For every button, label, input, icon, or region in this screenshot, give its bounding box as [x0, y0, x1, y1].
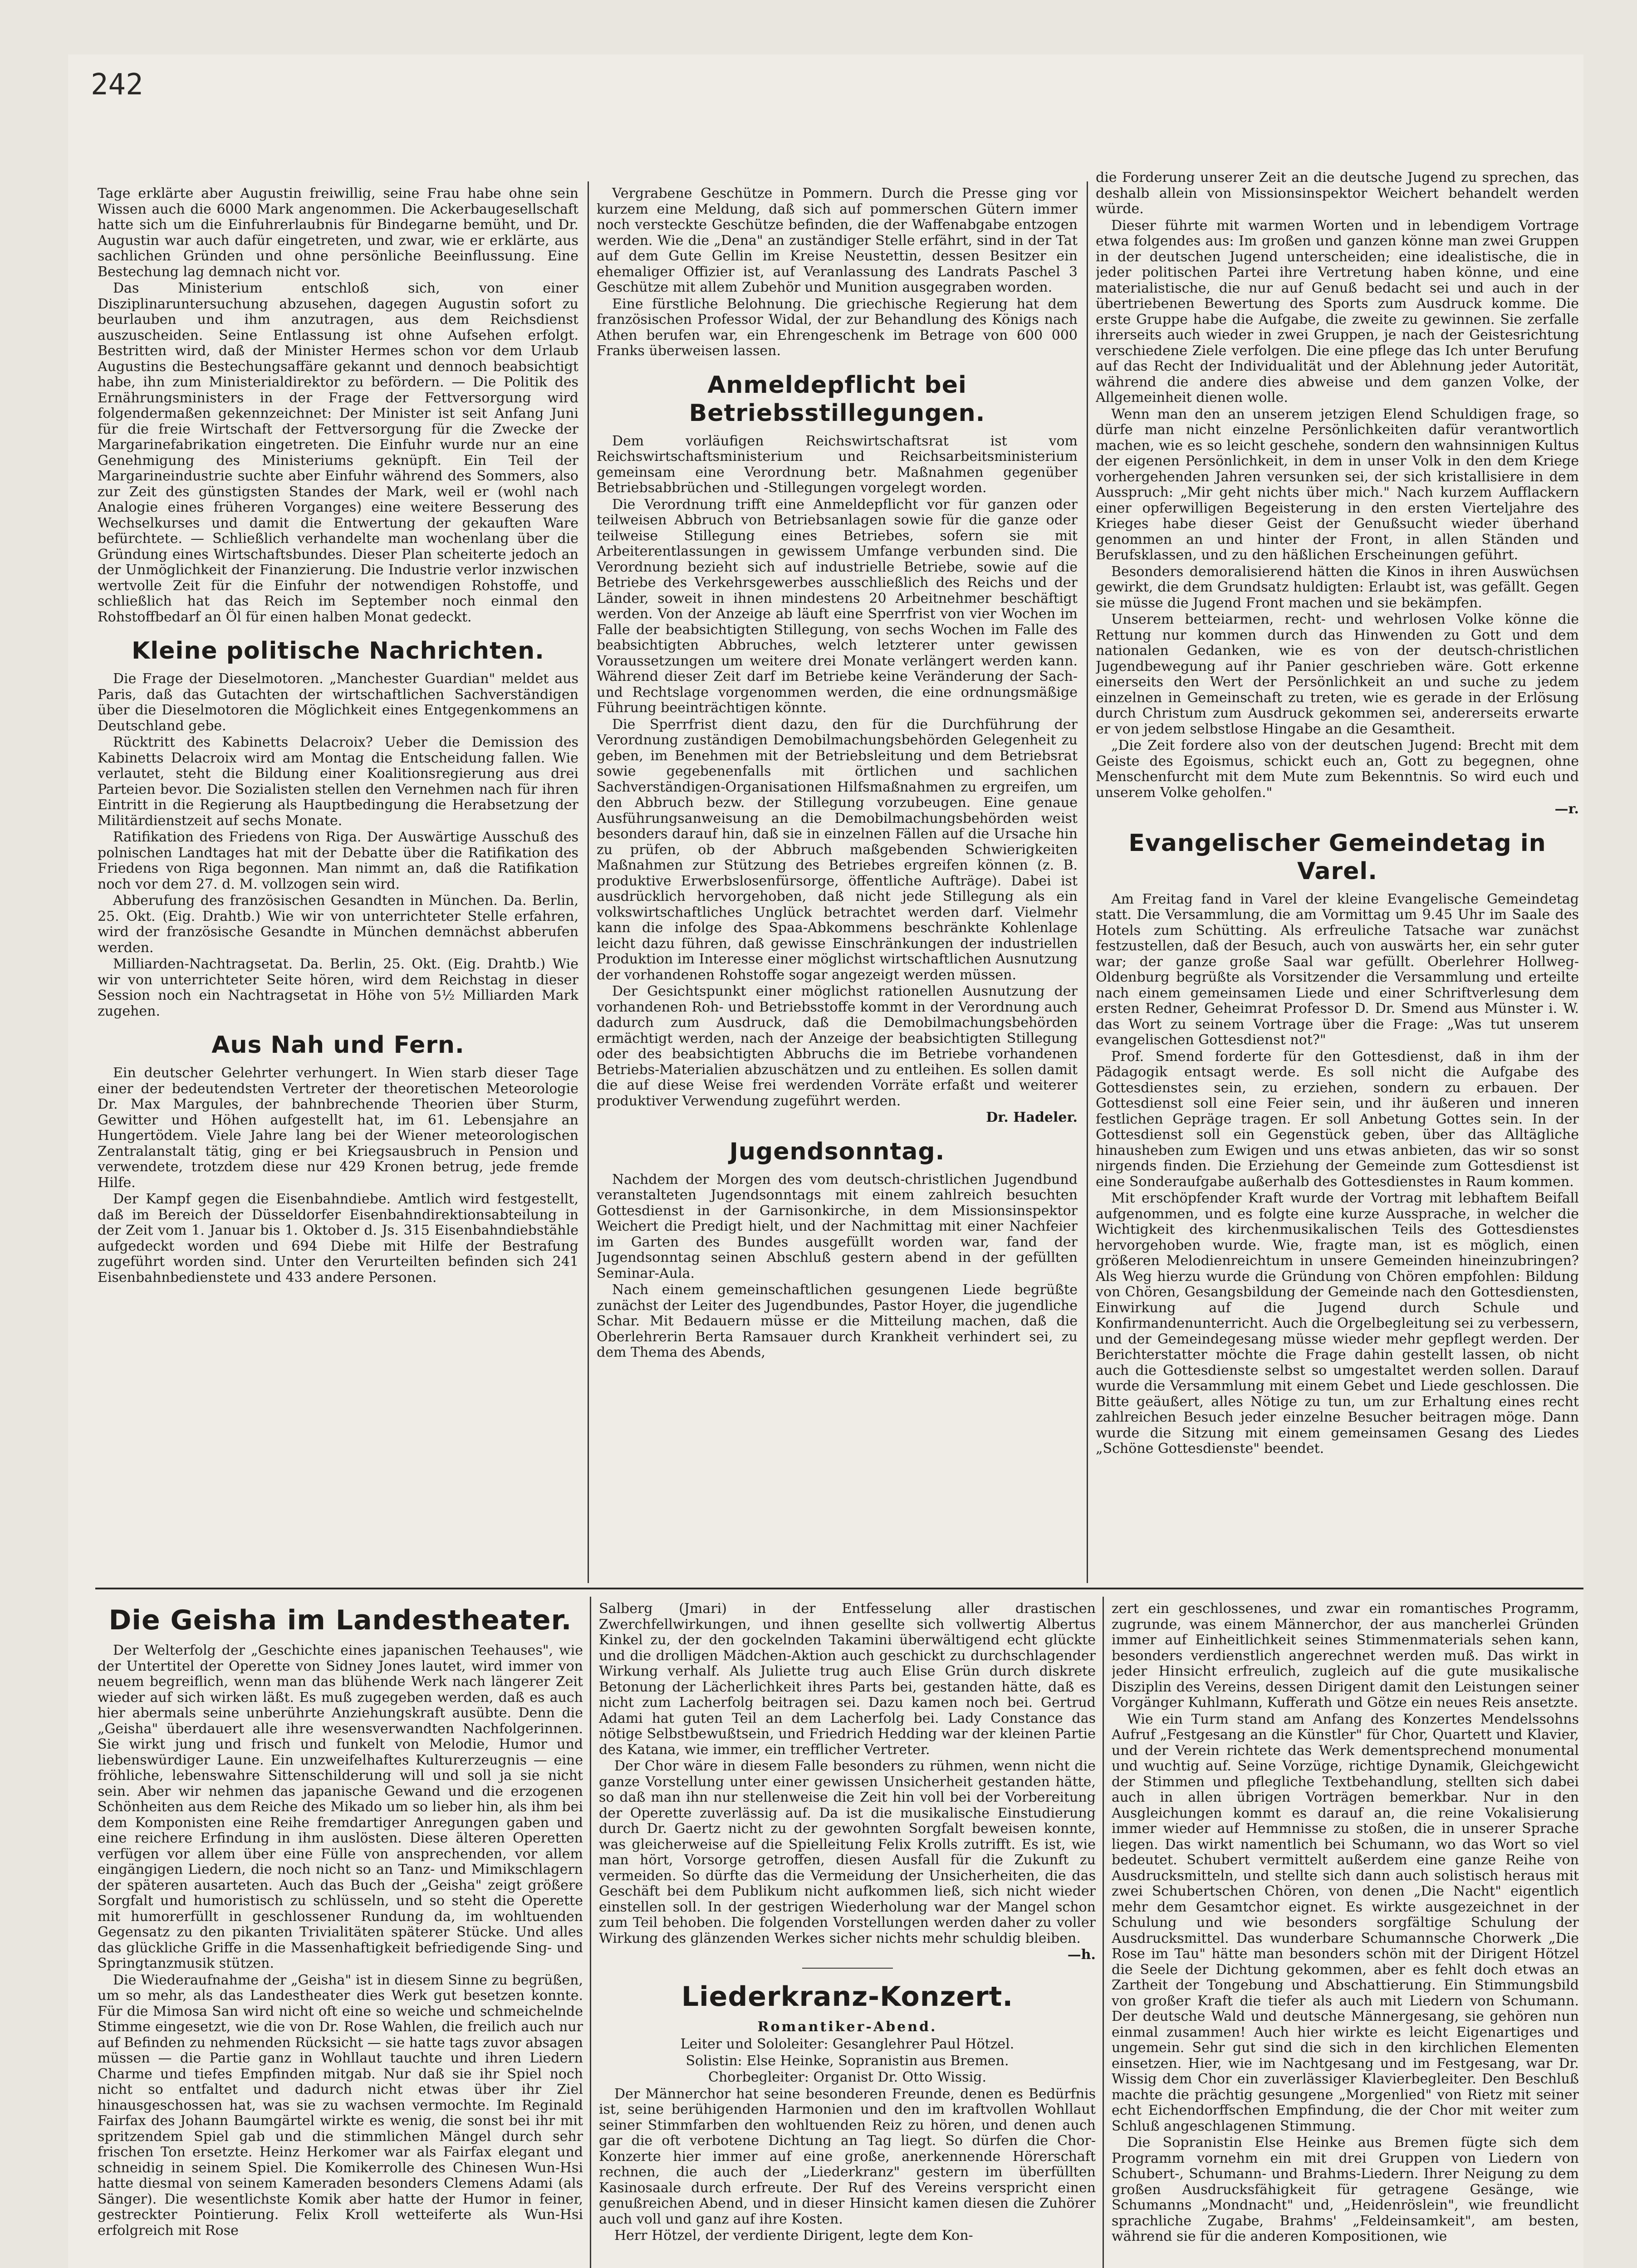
article-text: Am Freitag fand in Varel der kleine Evangelische Gemeindetag statt. Die Versammlung, die am Vormittag um 9.45 Uhr im Saale des Hotels zum Schütting. Als erfreuliche Tatsache war zunächst festzustellen, daß der Besuch, auch von auswärts her, ein sehr guter war; der ganze große Saal war gefüllt. Oberlehrer Hollweg-Oldenburg begrüßte als Vorsitzender die Versammlung und erteilte nach einem gemeinsamen Liede und einer Schriftverlesung dem ersten Redner, Geheimrat Professor D. Dr. Smend aus Münster i. W. das Wort zu seinem Vortrage über die Frage: „Was tut unserem evangelischen Gottesdienst not?" — [1096, 891, 1579, 1048]
column-1 — [98, 186, 578, 1583]
headline-gemeindetag: Evangelischer Gemeindetag in Varel. — [1128, 829, 1546, 885]
news-item: Der Kampf gegen die Eisenbahndiebe. Amtlich wird festgestellt, daß im Bereich der Düsseldorfer Eisenbahndirektionsabteilung in der Zeit vom 1. Januar bis 1. Oktober d. Js. 315 Eisenbahndiebstähle aufgedeckt worden und 694 Diebe mit Hilfe der Bestrafung zugeführt worden sind. Unter den Verurteilten befinden sich 241 Eisenbahnbedienstete und 433 andere Personen. — [98, 1191, 578, 1286]
article-text: Die Sopranistin Else Heinke aus Bremen fügte sich dem Programm vornehm ein mit drei Gruppen von Liedern von Schubert-, Schumann- und Brahms-Liedern. Ihrer Neigung zu dem großen Ausdrucksfähigkeit für getragene Gesänge, wie Schumanns „Mondnacht" und, „Heidenröslein", wie freundlicht sprachliche Zugabe, Brahms' „Feldeinsamkeit", am besten, während sie für die anderen Kompositionen, wie — [1112, 2135, 1579, 2244]
article-text: Die Verordnung trifft eine Anmeldepflicht vor für ganzen oder teilweisen Abbruch von Betriebsanlagen sowie für die ganze oder teilweise Stillegung eines Betriebes, sofern sie mit Arbeiterentlassungen in gewissem Umfange verbunden sind. Die Verordnung bezieht sich auf industrielle Betriebe, sowie auf die Betriebe des Verkehrsgewerbes ausschließlich des Reichs und der Länder, soweit in ihnen mindestens 20 Arbeitnehmer beschäftigt werden. Von der Anzeige ab läuft eine Sperrfrist von vier Wochen im Falle der beabsichtigten Stillegung, von sechs Wochen im Falle des beabsichtigten Abbruches, welch letzterer unter gewissen Voraussetzungen um weitere drei Monate verlängert werden kann. Während dieser Zeit darf im Betriebe keine Veränderung der Sach- und Rechtslage vorgenommen werden, die eine ordnungsmäßige Führung beeinträchtigen könnte. — [597, 496, 1078, 716]
credit-line: Solistin: Else Heinke, Sopranistin aus Bremen. — [686, 2053, 1009, 2069]
article-text: Mit erschöpfender Kraft wurde der Vortrag mit lebhaftem Beifall aufgenommen, und es folgte eine kurze Aussprache, in welcher die Wichtigkeit des kirchenmusikalischen Teils des Gottesdienstes hervorgehoben wurde. Wie, fragte man, ist es möglich, einen größeren Melodienreichtum in unsere Gemeinden hineinzubringen? Als Weg hierzu wurde die Gründung von Chören empfohlen: Bildung von Chören, Gesangsbildung der Gemeinde nach den Gottesdiensten, Einwirkung auf die Jugend durch Schule und Konfirmandenunterricht. Auch die Orgelbegleitung sei zu verbessern, und der Gemeindegesang müsse wieder mehr gepflegt werden. Der Berichterstatter möchte die Frage dahin gestellt lassen, ob nicht auch die Gottesdienste selbst so umgestaltet werden sollen. Darauf wurde die Versammlung mit einem Gebet und Liede geschlossen. Die Bitte geäußert, alles Nötige zu tun, um zur Erhaltung eines recht zahlreichen Besuch jeder einzelne Besucher beitragen möge. Dann wurde die Sitzung mit einem gemeinsamen Gesang des Liedes „Schöne Gottesdienste" beendet. — [1096, 1190, 1579, 1457]
author-signature: —r. — [1554, 801, 1579, 817]
news-item: Vergrabene Geschütze in Pommern. Durch die Presse ging vor kurzem eine Meldung, daß sich auf pommerschen Gütern immer noch versteckte Geschütze befinden, die der Waffenabgabe entzogen werden. Wie die „Dena" an zuständiger Stelle erfährt, sind in der Tat auf dem Gute Gellin im Kreise Neustettin, dessen Besitzer ein ehemaliger Offizier ist, auf Veranlassung des Landrats Paschel 3 Geschütze mit allem Zubehör und Munition ausgegraben worden. — [597, 186, 1078, 295]
article-text: die Forderung unserer Zeit an die deutsche Jugend zu sprechen, das deshalb allein von Missionsinspektor Weichert behandelt werden würde. — [1096, 170, 1579, 217]
news-item: Ein deutscher Gelehrter verhungert. In Wien starb dieser Tage einer der bedeutendsten Vertreter der theoretischen Meteorologie Dr. Max Margules, der bahnbrechende Theorien über Sturm, Gewitter und Höhen aufgestellt hat, im 61. Lebensjahre an Hungertödem. Viele Jahre lang bei der Wiener meteorologischen Zentralanstalt tätig, ging er bei Kriegsausbruch in Pension und verwendete, trotzdem diese nur 429 Kronen betrug, jede fremde Hilfe. — [98, 1065, 578, 1191]
news-item: Milliarden-Nachtragsetat. Da. Berlin, 25. Okt. (Eig. Drahtb.) Wie wir von unterrichteter Seite hören, wird dem Reichstag in dieser Session noch ein Nachtragsetat in Höhe von 5½ Milliarden Mark zugehen. — [98, 956, 578, 1019]
author-signature: Dr. Hadeler. — [986, 1110, 1078, 1125]
article-text: Herr Hötzel, der verdiente Dirigent, legte dem Kon- — [614, 2228, 973, 2244]
article-text: zert ein geschlossenes, und zwar ein romantisches Programm, zugrunde, was einem Männerchor, der aus mancherlei Gründen immer auf Einheitlichkeit seines Stimmenmaterials sehen kann, besonders verdienstlich angerechnet werden muß. Das wirkt in jeder Hinsicht erfreulich, zugleich auf die gute musikalische Disziplin des Vereins, dessen Dirigent damit den Leistungen seiner Vorgänger Kuhlmann, Kufferath und Götze ein neues Reis ansetzte. — [1112, 1601, 1579, 1711]
subheading: Romantiker-Abend. — [757, 2019, 937, 2035]
headline-jugendsonntag: Jugendsonntag. — [729, 1138, 945, 1165]
article-text: Der Gesichtspunkt einer möglichst rationellen Ausnutzung der vorhandenen Roh- und Betriebsstoffe kommt in der Verordnung auch dadurch zum Ausdruck, daß die Demobilmachungsbehörden ermächtigt werden, nach der Anzeige der beabsichtigten Stillegung oder des beabsichtigten Abbruchs die im Betriebe vorhandenen Betriebs-Materialien abzuschätzen und zu entleihen. Es sollen damit die auf diese Weise frei werdenden Vorräte erfaßt und weiterer produktiver Verwendung zugeführt werden. — [597, 983, 1078, 1109]
author-signature: —h. — [1067, 1947, 1096, 1963]
article-text: Tage erklärte aber Augustin freiwillig, seine Frau habe ohne sein Wissen auch die 6000 Mark angenommen. Die Ackerbaugesellschaft hatte sich um die Einfuhrerlaubnis für Bindegarne bemüht, und Dr. Augustin war auch dafür eingetreten, und zwar, wie er erklärte, aus sachlichen Gründen und ohne persönliche Beeinflussung. Eine Bestechung lag demnach nicht vor. — [98, 186, 578, 280]
headline-liederkranz: Liederkranz-Konzert. — [681, 1980, 1014, 2013]
lower-column-1 — [98, 1601, 583, 2268]
column-rule-1 — [588, 181, 589, 1583]
column-rule-2 — [1087, 181, 1088, 1583]
headline-kleine-nachrichten: Kleine politische Nachrichten. — [132, 637, 544, 665]
news-item: Die Frage der Dieselmotoren. „Manchester Guardian" meldet aus Paris, daß das Gutachten der wirtschaftlichen Sachverständigen über die Dieselmotoren die Möglichkeit eines Entgegenkommens an Deutschland gebe. — [98, 671, 578, 734]
section-divider — [95, 1588, 1583, 1589]
column-rule-3 — [590, 1597, 591, 2268]
news-item: Ratifikation des Friedens von Riga. Der Auswärtige Ausschuß des polnischen Landtages hat mit der Debatte über die Ratifikation des Friedens von Riga begonnen. Man nimmt an, daß die Ratifikation noch vor dem 27. d. M. vollzogen sein wird. — [98, 829, 578, 892]
article-text: Salberg (Jmari) in der Entfesselung aller drastischen Zwerchfellwirkungen, und ihnen gesellte sich vollwertig Albertus Kinkel zu, der den gockelnden Takamini überwältigend echt glückte und die drolligen Mädchen-Aktion auch geschickt zu durchschlagender Wirkung verhalf. Als Juliette trug auch Elise Grün durch diskrete Betonung der Lächerlichkeit ihres Parts bei, gestanden hätte, daß es nicht zum Lacherfolg beitragen sei. Dazu kamen noch bei. Gertrud Adami hat guten Teil an dem Lacherfolg bei. Lady Constance das nötige Selbstbewußtsein, und Friedrich Hedding war der kleinen Partie des Katana, wie immer, ein trefflicher Vertreter. — [599, 1601, 1096, 1758]
headline-geisha: Die Geisha im Landestheater. — [108, 1604, 572, 1636]
article-text: Der Welterfolg der „Geschichte eines japanischen Teehauses", wie der Untertitel der Operette von Sidney Jones lautet, wird immer von neuem begreiflich, wenn man das blühende Werk nach längerer Zeit wieder auf sich wirken läßt. Es muß zugegeben werden, daß es auch hier abermals seine unberührte Anziehungskraft ausübte. Denn die „Geisha" überdauert alle ihre wesensverwandten Nachfolgerinnen. Sie wirkt jung und frisch und funkelt von Melodie, Humor und liebenswürdiger Laune. Ein unzweifelhaftes Kulturerzeugnis — eine fröhliche, lebenswahre Sittenschilderung will und soll ja sie nicht sein. Aber wir nehmen das japanische Gewand und die erzogenen Schönheiten aus dem Reiche des Mikado um so lieber hin, als ihm bei dem Komponisten eine Reihe fremdartiger Anregungen gaben und eine reichere Erfindung in ihm auslösten. Diese älteren Operetten verfügen vor allem über eine Fülle von ansprechenden, vor allem eingängigen Liedern, die noch nicht so an Tanz- und Mimikschlagern der späteren ausarteten. Auch das Buch der „Geisha" zeigt größere Sorgfalt und humoristisch zu schlüsseln, und so steht die Operette mit humorerfüllt in geschlossener Rundung da, im wohltuenden Gegensatz zu den pikanten Trivialitäten späterer Stücke. Und alles das glückliche Griffe in die Massenhaftigkeit befriedigende Sing- und Springtanzmusik stützen. — [98, 1642, 583, 1971]
article-text: Die Wiederaufnahme der „Geisha" ist in diesem Sinne zu begrüßen, um so mehr, als das Landestheater dies Werk gut besetzen konnte. Für die Mimosa San wird nicht oft eine so weiche und schmeichelnde Stimme eingesetzt, wie die von Dr. Rose Wahlen, die freilich auch nur auf Befinden zu nehmenden Rücksicht — sie hatte tags zuvor absagen müssen — die Partie ganz in Wohllaut tauchte und ihren Liedern Charme und tiefes Empfinden mitgab. Nur daß sie ihr Spiel noch nicht so entfaltet und dadurch nicht etwas über ihr Ziel hinausgeschossen hat, was sie zu wachsen vermochte. Im Reginald Fairfax des Johann Baumgärtel wirkte es wenig, die sonst bei ihr mit spritzendem Spiel gab und die stimmlichen Mängel durch sehr frischen Ton ersetzte. Heinz Herkomer war als Fairfax elegant und schneidig in seinem Spiel. Die Komikerrolle des Chinesen Wun-Hsi hatte diesmal von seinem Kameraden besonders Clemens Adami (als Sänger). Die wesentlichste Komik aber hatte der Humor in feiner, gestreckter Pointierung. Felix Kroll wetteiferte als Wun-Hsi erfolgreich mit Rose — [98, 1972, 583, 2239]
article-text: Wie ein Turm stand am Anfang des Konzertes Mendelssohns Aufruf „Festgesang an die Künstler" für Chor, Quartett und Klavier, und der Verein richtete das Werk dementsprechend monumental und wuchtig auf. Seine Vorzüge, richtige Dynamik, Gleichgewicht der Stimmen und pflegliche Textbehandlung, stellten sich dabei auch in allen übrigen Vorträgen bemerkbar. Nur in den Ausgleichungen kommt es darauf an, die reine Vokalisierung immer wieder auf Hemmnisse zu stoßen, die in unserer Sprache liegen. Das wirkt namentlich bei Schumann, wo das Wort so viel bedeutet. Schubert vermittelt außerdem eine ganze Reihe von Ausdrucksmitteln, und stellte sich dann auch solistisch heraus mit zwei Schubertschen Chören, von denen „Die Nacht" eigentlich mehr dem Gesamtchor eignet. Es wirkte ausgezeichnet in der Schulung und wie besonders sorgfältige Schulung der Ausdrucksmittel. Das wunderbare Schumannsche Chorwerk „Die Rose im Tau" hätte man besonders schön mit der Dirigent Hötzel die Seele der Dichtung gekommen, aber es fehlt doch etwas an Zartheit der Tongebung und Abschattierung. Ein Stimmungsbild von großer Kraft die tiefer als auch mit Liedern von Schumann. Der deutsche Wald und deutsche Männergesang, sie gehören nun einmal zusammen! Auch hier wirkte es leicht Eigenartiges und ungemein. Sehr gut sind die sich in den kirchlichen Elementen einsetzen. Hier, wie im Nachtgesang und im Festgesang, war Dr. Wissig dem Chor ein zuverlässiger Klavierbegleiter. Den Beschluß machte die prächtig gesungene „Morgenlied" von Rietz mit seiner echt Eichendorffschen Empfindung, die der Chor mit weiter zum Schluß angeschlagenen Stimmung. — [1112, 1711, 1579, 2134]
lower-column-3 — [1112, 1601, 1579, 2268]
headline-nah-und-fern: Aus Nah und Fern. — [211, 1031, 465, 1059]
article-text: Prof. Smend forderte für den Gottesdienst, daß in ihm der Pädagogik entsagt werde. Es soll nicht die Aufgabe des Gottesdienstes sein, zu erziehen, sondern zu erbauen. Der Gottesdienst soll eine Feier sein, und ihr äußeren und inneren festlichen Gepräge tragen. Er soll Anbetung Gottes sein. In der Gottesdienst soll ein Gegenstück geben, über das Alltägliche hinausheben zum Ewigen und uns etwas anbieten, das wir so sonst nirgends finden. Die Erziehung der Gemeinde zum Gottesdienst ist eine Sonderaufgabe außerhalb des Gottesdienstes in Raum kommen. — [1096, 1048, 1579, 1190]
news-item: Rücktritt des Kabinetts Delacroix? Ueber die Demission des Kabinetts Delacroix wird am Montag die Entscheidung fallen. Wie verlautet, steht die Bildung einer Koalitionsregierung aus drei Parteien bevor. Die Sozialisten stellen den Vernehmen nach für ihren Eintritt in die Regierung als Hauptbedingung die Herabsetzung der Militärdienstzeit auf sechs Monate. — [98, 734, 578, 829]
article-text: Das Ministerium entschloß sich, von einer Disziplinaruntersuchung abzusehen, dagegen Augustin sofort zu beurlauben und ihm anzutragen, aus dem Reichsdienst auszuscheiden. Seine Entlassung ist ohne Aufsehen erfolgt. Bestritten wird, daß der Minister Hermes schon vor dem Urlaub Augustins die Bestechungsaffäre gekannt und dennoch beabsichtigt habe, ihn zum Ministerialdirektor zu befördern. — Die Politik des Ernährungsministers in der Frage der Fettversorgung wird folgendermaßen gekennzeichnet: Der Minister ist seit Anfang Juni für die freie Wirtschaft der Fettversorgung für die Zwecke der Margarinefabrikation eingetreten. Die Einfuhr wurde nur an eine Genehmigung des Ministeriums geknüpft. Ein Teil der Margarineindustrie suchte aber Einfuhr während des Sommers, also zur Zeit des günstigsten Standes der Mark, weil er (wohl nach Analogie eines früheren Vorganges) eine weitere Besserung des Wechselkurses und damit die Entwertung der gekauften Ware befürchtete. — Schließlich verhandelte man wochenlang über die Gründung eines Wirtschaftsbundes. Dieser Plan scheiterte jedoch an der Unmöglichkeit der Finanzierung. Die Industrie verlor inzwischen wertvolle Zeit für die Einfuhr der notwendigen Rohstoffe, und schließlich hat das Reich im September noch einmal den Rohstoffbedarf an Öl für einen halben Monat gedeckt. — [98, 280, 578, 625]
column-3 — [1096, 170, 1579, 1583]
page-number: 242 — [91, 68, 143, 102]
article-text: Der Chor wäre in diesem Falle besonders zu rühmen, wenn nicht die ganze Vorstellung unter einer gewissen Unsicherheit gestanden hätte, so daß man ihn nur stellenweise die Zeit hin voll bei der Vorbereitung der Operette zuverlässig auf. Da ist die musikalische Einstudierung durch Dr. Gaertz nicht zu der gewohnten Sorgfalt beweisen konnte, was gleicherweise auf die Spielleitung Felix Krolls zutrifft. Es ist, wie man hört, Vorsorge getroffen, diesen Ausfall für die Zukunft zu vermeiden. So dürfte das die Vermeidung der Unsicherheiten, die das Geschäft bei dem Publikum nicht aufkommen ließ, sich nicht wieder einstellen soll. In der gestrigen Wiederholung war der Mangel schon zum Teil behoben. Die folgenden Vorstellungen werden daher zu voller Wirkung des glänzenden Werkes sicher nichts mehr schuldig bleiben. — [599, 1758, 1096, 1946]
divider — [802, 1968, 893, 1969]
news-item: Eine fürstliche Belohnung. Die griechische Regierung hat dem französischen Professor Widal, der zur Behandlung des Königs nach Athen berufen war, ein Ehrengeschenk im Betrage von 600 000 Franks überweisen lassen. — [597, 296, 1078, 359]
headline-anmeldepflicht: Anmeldepflicht bei Betriebsstillegungen. — [689, 371, 985, 427]
article-text: Dieser führte mit warmen Worten und in lebendigem Vortrage etwa folgendes aus: Im großen und ganzen könne man zwei Gruppen in der deutschen Jugend unterscheiden; eine idealistische, die in jeder politischen Partei ihre Vertretung haben könne, und eine materialistische, die nur auf Genuß bedacht sei und auch in der übertriebenen Bewertung des Sports zum Ausdruck komme. Die erste Gruppe habe die Aufgabe, die zweite zu gewinnen. Sie zerfalle ihrerseits auch wieder in zwei Gruppen, je nach der Geistesrichtung verschiedene Ziele verfolgen. Die eine pflege das Ich unter Berufung auf das Recht der Individualität und der Ablehnung jeder Autorität, während die andere dies abweise und dem ganzen Volke, der Allgemeinheit dienen wolle. — [1096, 217, 1579, 406]
article-text: Nachdem der Morgen des vom deutsch-christlichen Jugendbund veranstalteten Jugendsonntags mit einem zahlreich besuchten Gottesdienst in der Garnisonkirche, in dem Missionsinspektor Weichert die Predigt hielt, und der Nachmittag mit einer Nachfeier im Garten des Bundes ausgefüllt worden war, fand der Jugendsonntag seinen Abschluß gestern abend in der gefüllten Seminar-Aula. — [597, 1171, 1078, 1281]
column-rule-4 — [1103, 1597, 1104, 2268]
article-text: Dem vorläufigen Reichswirtschaftsrat ist vom Reichswirtschaftsministerium und Reichsarbeitsministerium gemeinsam eine Verordnung betr. Maßnahmen gegenüber Betriebsabbrüchen und -Stillegungen vorgelegt worden. — [597, 433, 1078, 496]
article-text: Wenn man den an unserem jetzigen Elend Schuldigen frage, so dürfe man nicht einzelne Persönlichkeiten dafür verantwortlich machen, wie es so leicht geschehe, sondern den wahnsinnigen Kultus der eigenen Persönlichkeit, in dem in unser Volk in den dem Kriege vorhergehenden Jahren versunken sei, der sich kristallisiere in dem Ausspruch: „Mir geht nichts über mich." Nach kurzem Aufflackern einer opferwilligen Begeisterung in den ersten Vierteljahre des Krieges habe dieser Geist der Genußsucht wieder überhand genommen an und hinter der Front, in allen Ständen und Berufsklassen, und zu den häßlichen Erscheinungen geführt. — [1096, 406, 1579, 563]
article-text: „Die Zeit fordere also von der deutschen Jugend: Brecht mit dem Geiste des Egoismus, schickt euch an, Gott zu begegnen, ohne Menschenfurcht mit dem Mute zum Bekenntnis. So wird euch und unserem Volke geholfen." — [1096, 738, 1579, 801]
article-text: Der Männerchor hat seine besonderen Freunde, denen es Bedürfnis ist, seine berühigenden Harmonien und den im kraftvollen Wohllaut seiner Stimmfarben den wohltuenden Reiz zu hören, und denen auch gar die oft verbotene Dichtung an Tag liegt. So dürfen die Chor-Konzerte hier immer auf eine große, anerkennende Hörerschaft rechnen, die auch der „Liederkranz" gestern im überfüllten Kasinosaale durch erfreute. Der Ruf des Vereins verspricht einen genußreichen Abend, und in dieser Hinsicht kamen diesen die Zuhörer auch voll und ganz auf ihre Kosten. — [599, 2086, 1096, 2227]
article-text: Nach einem gemeinschaftlichen gesungenen Liede begrüßte zunächst der Leiter des Jugendbundes, Pastor Hoyer, die jugendliche Schar. Mit Bedauern müsse er die Mitteilung machen, daß die Oberlehrerin Berta Ramsauer durch Krankheit verhindert sei, zu dem Thema des Abends, — [597, 1282, 1078, 1360]
credit-line: Leiter und Sololeiter: Gesanglehrer Paul Hötzel. — [680, 2036, 1015, 2052]
column-2 — [597, 186, 1078, 1583]
news-item: Abberufung des französischen Gesandten in München. Da. Berlin, 25. Okt. (Eig. Drahtb.) Wie wir von unterrichteter Stelle erfahren, wird der französische Gesandte in München demnächst abberufen werden. — [98, 893, 578, 956]
credit-line: Chorbegleiter: Organist Dr. Otto Wissig. — [708, 2069, 986, 2085]
article-text: Die Sperrfrist dient dazu, den für die Durchführung der Verordnung zuständigen Demobilmachungsbehörden Gelegenheit zu geben, im Benehmen mit der Betriebsleitung und dem Betriebsrat sowie gegebenenfalls mit örtlichen und sachlichen Sachverständigen-Organisationen Hilfsmaßnahmen zu ergreifen, um den Abbruch bezw. der Stillegung vorzubeugen. Eine genaue Ausführungsanweisung an die Demobilmachungsbehörden weist besonders darauf hin, daß sie in einzelnen Fällen auf die Ursache hin zu prüfen, ob der Abbruch maßgebenden Schwierigkeiten Maßnahmen zur Stützung des Betriebes ergreifen können (z. B. produktive Erwerbslosenfürsorge, öffentliche Aufträge). Dabei ist ausdrücklich hervorgehoben, daß nicht jede Stillegung als ein volkswirtschaftliches Unglück betrachtet werden darf. Vielmehr kann die infolge des Spaa-Abkommens beschränkte Kohlenlage leicht dazu führen, daß gewisse Einschränkungen der industriellen Produktion im Interesse einer möglichst wirtschaftlichen Ausnutzung der vorhandenen Rohstoffe sogar angezeigt werden müssen. — [597, 716, 1078, 983]
lower-column-2 — [599, 1601, 1096, 2268]
article-text: Besonders demoralisierend hätten die Kinos in ihren Auswüchsen gewirkt, die dem Grundsatz huldigten: Erlaubt ist, was gefällt. Gegen sie müsse die Jugend Front machen und sie bekämpfen. — [1096, 563, 1579, 611]
article-text: Unserem betteiarmen, recht- und wehrlosen Volke könne die Rettung nur kommen durch das Hinwenden zu Gott und dem nationalen Gedanken, wie es von der deutsch-christlichen Jugendbewegung auf ihr Panier geschrieben wäre. Gott erkenne einerseits den Wert der Persönlichkeit an und suche zu jedem einzelnen in Gemeinschaft zu treten, wie es gerade in der Erlösung durch Christum zum Ausdruck gekommen sei, andererseits erwarte er von jedem selbstlose Hingabe an die Gesamtheit. — [1096, 611, 1579, 737]
